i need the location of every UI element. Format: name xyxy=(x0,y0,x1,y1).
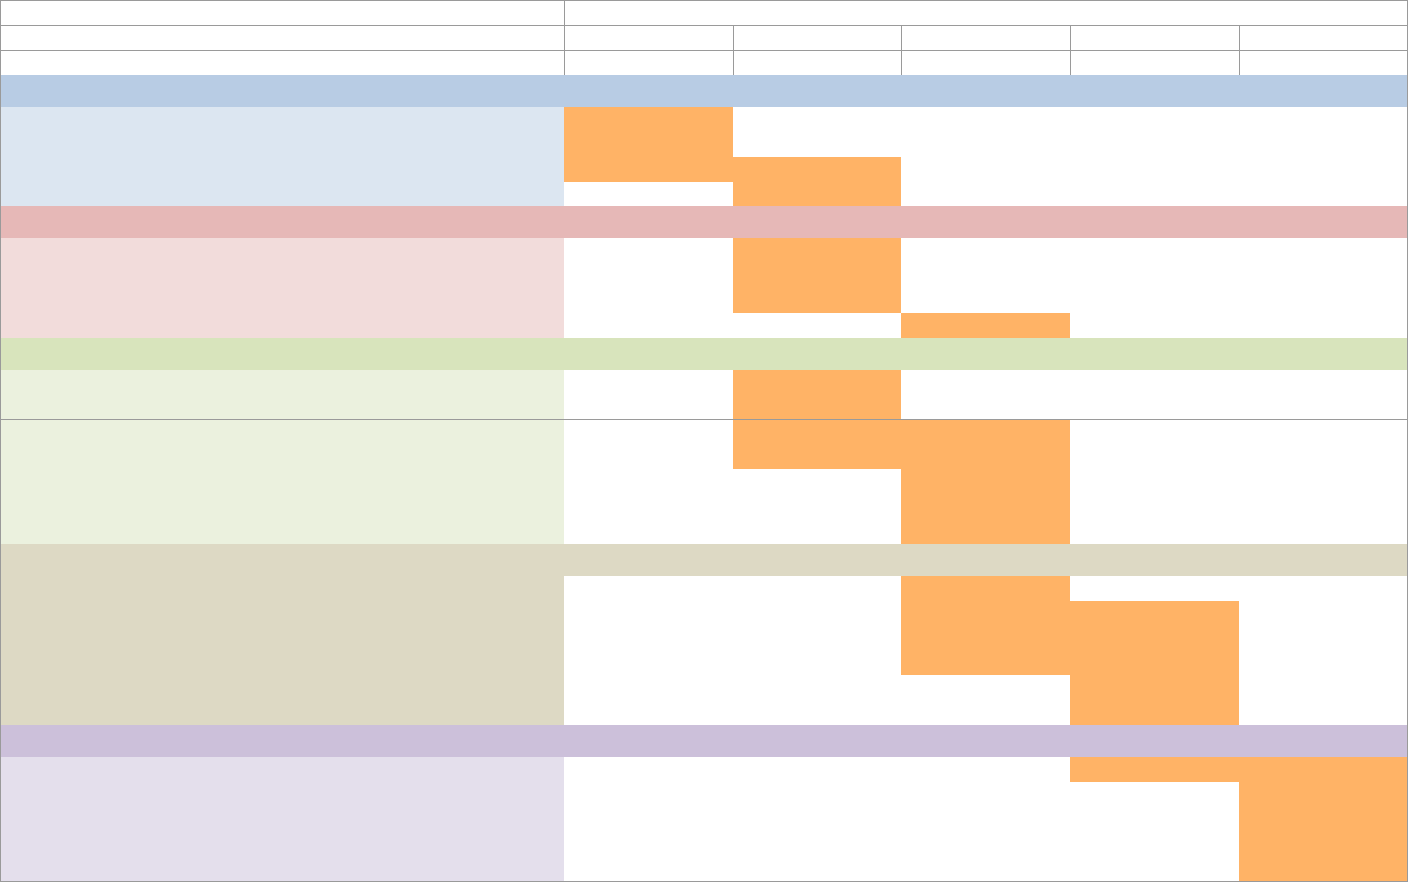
task-label xyxy=(0,700,565,726)
task-label xyxy=(0,625,565,651)
empty-week-cell xyxy=(1070,263,1240,289)
empty-week-cell xyxy=(901,856,1071,882)
gantt-bar-cell xyxy=(901,469,1071,495)
empty-week-cell xyxy=(733,494,902,520)
gantt-bar-cell xyxy=(1070,757,1240,783)
gantt-bar-cell xyxy=(1070,700,1240,726)
gantt-bar-cell xyxy=(1070,650,1240,676)
empty-week-cell xyxy=(1070,469,1240,495)
gantt-bar-cell xyxy=(1239,807,1408,833)
empty-week-cell xyxy=(564,831,734,857)
empty-week-cell xyxy=(733,856,902,882)
empty-week-cell xyxy=(733,313,902,339)
empty-week-cell xyxy=(564,675,734,701)
task-label xyxy=(0,601,565,627)
gantt-bar-cell xyxy=(901,625,1071,651)
empty-week-cell xyxy=(564,576,734,602)
start-week-value xyxy=(564,0,1408,26)
task-label xyxy=(0,132,565,158)
empty-week-cell xyxy=(1070,494,1240,520)
task-label xyxy=(0,757,565,783)
gantt-bar-cell xyxy=(901,494,1071,520)
gantt-bar-cell xyxy=(1070,601,1240,627)
gantt-bar-cell xyxy=(901,650,1071,676)
gantt-bar-cell xyxy=(733,395,902,421)
empty-week-cell xyxy=(901,132,1071,158)
phase-header xyxy=(0,75,1408,108)
empty-week-cell xyxy=(901,675,1071,701)
empty-week-cell xyxy=(1070,395,1240,421)
empty-week-cell xyxy=(564,469,734,495)
task-label xyxy=(0,576,565,602)
gantt-bar-cell xyxy=(1239,782,1408,808)
empty-week-cell xyxy=(564,807,734,833)
gantt-bar-cell xyxy=(564,107,734,133)
task-label xyxy=(0,370,565,396)
empty-week-cell xyxy=(901,700,1071,726)
empty-week-cell xyxy=(1070,107,1240,133)
empty-week-cell xyxy=(901,107,1071,133)
task-label xyxy=(0,856,565,882)
gantt-bar-cell xyxy=(733,182,902,208)
task-label xyxy=(0,157,565,183)
empty-week-cell xyxy=(733,831,902,857)
gantt-bar-cell xyxy=(1239,757,1408,783)
empty-week-cell xyxy=(733,700,902,726)
empty-week-cell xyxy=(1239,370,1408,396)
empty-week-cell xyxy=(901,182,1071,208)
week-label xyxy=(0,25,565,51)
gantt-bar-cell xyxy=(564,132,734,158)
empty-week-cell xyxy=(901,370,1071,396)
task-label xyxy=(0,782,565,808)
empty-week-cell xyxy=(733,469,902,495)
empty-week-cell xyxy=(1239,395,1408,421)
gantt-bar-cell xyxy=(901,313,1071,339)
empty-week-cell xyxy=(1239,157,1408,183)
empty-week-cell xyxy=(733,807,902,833)
empty-week-cell xyxy=(1239,182,1408,208)
week-header xyxy=(564,25,734,51)
empty-week-cell xyxy=(901,395,1071,421)
empty-week-cell xyxy=(1239,625,1408,651)
empty-week-cell xyxy=(564,601,734,627)
empty-week-cell xyxy=(1239,675,1408,701)
empty-week-cell xyxy=(564,700,734,726)
empty-week-cell xyxy=(1070,157,1240,183)
empty-week-cell xyxy=(733,650,902,676)
gantt-bar-cell xyxy=(1070,625,1240,651)
empty-week-cell xyxy=(1239,469,1408,495)
empty-week-cell xyxy=(1239,288,1408,314)
gantt-bar-cell xyxy=(901,519,1071,545)
week-dates xyxy=(901,50,1071,76)
phase-header xyxy=(0,725,1408,758)
empty-week-cell xyxy=(564,856,734,882)
empty-week-cell xyxy=(1070,238,1240,264)
task-label xyxy=(0,313,565,339)
start-week-label xyxy=(0,0,565,26)
empty-week-cell xyxy=(733,782,902,808)
empty-week-cell xyxy=(1239,601,1408,627)
empty-week-cell xyxy=(1239,576,1408,602)
empty-week-cell xyxy=(901,263,1071,289)
empty-week-cell xyxy=(564,420,734,446)
empty-week-cell xyxy=(1239,700,1408,726)
empty-week-cell xyxy=(733,625,902,651)
gantt-bar-cell xyxy=(901,601,1071,627)
empty-week-cell xyxy=(1239,519,1408,545)
empty-week-cell xyxy=(564,757,734,783)
empty-week-cell xyxy=(564,650,734,676)
week-header xyxy=(1239,25,1408,51)
empty-week-cell xyxy=(901,807,1071,833)
empty-week-cell xyxy=(564,288,734,314)
empty-week-cell xyxy=(1070,856,1240,882)
gantt-bar-cell xyxy=(733,420,902,446)
task-label xyxy=(0,650,565,676)
empty-week-cell xyxy=(564,519,734,545)
empty-week-cell xyxy=(901,757,1071,783)
empty-week-cell xyxy=(1070,420,1240,446)
empty-week-cell xyxy=(564,395,734,421)
week-dates xyxy=(1239,50,1408,76)
empty-week-cell xyxy=(1239,650,1408,676)
empty-week-cell xyxy=(1239,107,1408,133)
gantt-bar-cell xyxy=(901,420,1071,446)
gantt-bar-cell xyxy=(1239,856,1408,882)
empty-week-cell xyxy=(564,263,734,289)
empty-week-cell xyxy=(1070,444,1240,470)
empty-week-cell xyxy=(564,313,734,339)
empty-week-cell xyxy=(564,182,734,208)
empty-week-cell xyxy=(1070,807,1240,833)
week-dates xyxy=(564,50,734,76)
empty-week-cell xyxy=(1070,370,1240,396)
empty-week-cell xyxy=(733,519,902,545)
empty-week-cell xyxy=(733,107,902,133)
empty-week-cell xyxy=(564,782,734,808)
empty-week-cell xyxy=(1239,444,1408,470)
empty-week-cell xyxy=(564,370,734,396)
gantt-bar-cell xyxy=(733,288,902,314)
empty-week-cell xyxy=(1239,313,1408,339)
week-header xyxy=(733,25,902,51)
task-label xyxy=(0,831,565,857)
gantt-bar-cell xyxy=(901,444,1071,470)
week-dates xyxy=(1070,50,1240,76)
empty-week-cell xyxy=(901,288,1071,314)
task-label xyxy=(0,420,565,446)
empty-week-cell xyxy=(1239,420,1408,446)
gantt-bar-cell xyxy=(733,157,902,183)
gantt-bar-cell xyxy=(733,444,902,470)
empty-week-cell xyxy=(733,675,902,701)
week-header xyxy=(1070,25,1240,51)
empty-week-cell xyxy=(1070,182,1240,208)
empty-week-cell xyxy=(901,831,1071,857)
empty-week-cell xyxy=(901,782,1071,808)
gantt-bar-cell xyxy=(564,157,734,183)
empty-week-cell xyxy=(733,576,902,602)
gantt-bar-cell xyxy=(733,263,902,289)
gantt-bar-cell xyxy=(733,370,902,396)
empty-week-cell xyxy=(733,601,902,627)
empty-week-cell xyxy=(1070,313,1240,339)
empty-week-cell xyxy=(1070,782,1240,808)
empty-week-cell xyxy=(901,238,1071,264)
phase-header xyxy=(0,544,1408,577)
empty-week-cell xyxy=(1239,263,1408,289)
empty-week-cell xyxy=(1239,132,1408,158)
task-label xyxy=(0,807,565,833)
task-label xyxy=(0,469,565,495)
empty-week-cell xyxy=(564,494,734,520)
empty-week-cell xyxy=(1239,494,1408,520)
empty-week-cell xyxy=(1070,831,1240,857)
task-label xyxy=(0,395,565,421)
empty-week-cell xyxy=(1070,132,1240,158)
task-label xyxy=(0,238,565,264)
gantt-bar-cell xyxy=(901,576,1071,602)
empty-week-cell xyxy=(733,757,902,783)
empty-week-cell xyxy=(1070,288,1240,314)
phase-header xyxy=(0,206,1408,239)
task-label xyxy=(0,675,565,701)
task-label xyxy=(0,288,565,314)
empty-week-cell xyxy=(1070,519,1240,545)
empty-week-cell xyxy=(901,157,1071,183)
task-label xyxy=(0,494,565,520)
dates-label xyxy=(0,50,565,76)
empty-week-cell xyxy=(564,444,734,470)
empty-week-cell xyxy=(564,238,734,264)
task-label xyxy=(0,444,565,470)
task-label xyxy=(0,519,565,545)
week-header xyxy=(901,25,1071,51)
task-label xyxy=(0,107,565,133)
task-label xyxy=(0,182,565,208)
gantt-bar-cell xyxy=(1070,675,1240,701)
gantt-bar-cell xyxy=(1239,831,1408,857)
empty-week-cell xyxy=(1070,576,1240,602)
empty-week-cell xyxy=(1239,238,1408,264)
gantt-bar-cell xyxy=(733,238,902,264)
phase-header xyxy=(0,338,1408,371)
empty-week-cell xyxy=(564,625,734,651)
task-label xyxy=(0,263,565,289)
empty-week-cell xyxy=(733,132,902,158)
week-dates xyxy=(733,50,902,76)
